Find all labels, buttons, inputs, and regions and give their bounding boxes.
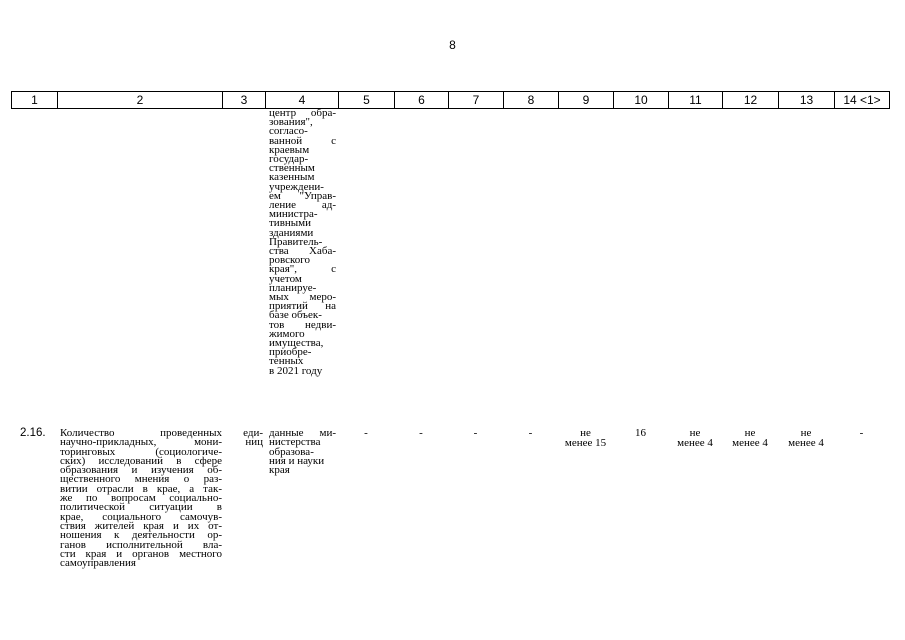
continued-line: министра- xyxy=(269,208,318,221)
continued-line: ление ад- xyxy=(269,199,336,212)
indicator-name-line: научно-прикладных, мони- xyxy=(60,436,222,449)
header-col-13: 13 xyxy=(779,92,835,109)
unit-line: еди- xyxy=(243,427,263,439)
indicator-name-line: сти края и органов местного xyxy=(60,547,222,560)
value-line: менее 15 xyxy=(564,436,607,449)
continued-source-text xyxy=(269,109,336,376)
value-col-13 xyxy=(778,429,834,448)
continued-line: Правитель- xyxy=(269,235,323,248)
continued-line: ровского xyxy=(269,254,311,267)
unit-line: ниц xyxy=(245,436,263,449)
value-col-6: - xyxy=(419,427,423,439)
value-col-8: - xyxy=(528,427,533,439)
continued-line: ственным xyxy=(269,162,315,175)
value-line: не xyxy=(689,427,701,439)
header-col-14: 14 <1> xyxy=(835,92,890,109)
source-line: нистерства xyxy=(269,436,321,449)
source-line: края xyxy=(269,464,290,477)
indicator-name-line: образования и изучения об- xyxy=(60,464,222,477)
page-number: 8 xyxy=(449,38,456,52)
continued-line: мых меро- xyxy=(269,291,336,304)
indicator-name-line: ствия жителей края и их от- xyxy=(60,519,222,532)
header-col-7: 7 xyxy=(449,92,504,109)
header-col-2: 2 xyxy=(58,92,223,109)
indicator-name-line: ганов исполнительной вла- xyxy=(60,538,222,551)
continued-line: тов недви- xyxy=(269,318,336,331)
value-col-10: 16 xyxy=(635,427,646,439)
continued-line: учреждени- xyxy=(269,180,324,193)
continued-line: края", с xyxy=(269,263,336,276)
value-line: менее 4 xyxy=(732,436,768,449)
indicator-name-line: витии отрасли в крае, а так- xyxy=(60,482,222,495)
continued-line: ства Хаба- xyxy=(269,245,336,258)
header-col-4: 4 xyxy=(266,92,339,109)
header-col-8: 8 xyxy=(504,92,559,109)
value-line: не xyxy=(800,427,812,439)
continued-line: казенным xyxy=(269,171,315,184)
indicator-name-line: политической ситуации в xyxy=(60,501,222,514)
indicator-name-line: Количество проведенных xyxy=(60,427,222,439)
value-col-7: - xyxy=(473,427,478,439)
continued-line: имущества, xyxy=(269,337,324,350)
header-col-3: 3 xyxy=(223,92,266,109)
indicator-name-line: ских) исследований в сфере xyxy=(60,454,222,467)
header-col-1: 1 xyxy=(12,92,58,109)
indicator-name-line: ношения к деятельности ор- xyxy=(60,529,222,542)
continued-line: в 2021 году xyxy=(269,364,323,377)
continued-line: планируе- xyxy=(269,281,317,294)
indicator-name-line: крае, социального самочув- xyxy=(60,510,222,523)
continued-line: согласо- xyxy=(269,125,308,138)
value-line: не xyxy=(580,427,591,439)
header-col-11: 11 xyxy=(669,92,723,109)
continued-line: учетом xyxy=(269,272,302,285)
continued-line: базе объек- xyxy=(269,309,322,322)
continued-line: ванной с xyxy=(269,134,336,147)
indicator-name-line: торинговых (социологиче- xyxy=(60,445,222,458)
value-line: менее 4 xyxy=(788,436,824,449)
column-number-header xyxy=(11,91,890,109)
continued-line: ем "Управ- xyxy=(269,189,336,202)
source-line: образова- xyxy=(269,445,314,458)
header-col-5: 5 xyxy=(339,92,395,109)
data-source xyxy=(269,429,336,475)
continued-line: тенных xyxy=(269,355,304,368)
continued-line: центр обра- xyxy=(269,107,336,119)
value-col-5: - xyxy=(364,427,368,439)
indicator-name-line: самоуправления xyxy=(60,557,136,570)
continued-line: государ- xyxy=(269,153,309,166)
continued-line: приобре- xyxy=(269,346,312,359)
source-line: данные ми- xyxy=(269,427,336,439)
value-col-14: - xyxy=(859,427,864,439)
indicator-name-line: же по вопросам социально- xyxy=(60,492,222,505)
value-line: не xyxy=(744,427,756,439)
value-line: менее 4 xyxy=(677,436,713,449)
value-col-11 xyxy=(668,429,722,448)
unit-of-measure xyxy=(237,429,263,448)
header-col-6: 6 xyxy=(395,92,449,109)
header-col-9: 9 xyxy=(559,92,614,109)
continued-line: зданиями xyxy=(269,226,314,239)
header-col-12: 12 xyxy=(723,92,779,109)
continued-line: зования", xyxy=(269,116,313,129)
value-col-12 xyxy=(722,429,778,448)
source-line: ния и науки xyxy=(269,454,325,467)
header-col-10: 10 xyxy=(614,92,669,109)
continued-line: краевым xyxy=(269,143,310,156)
value-col-9 xyxy=(558,429,613,448)
continued-line: тивными xyxy=(269,217,312,230)
indicator-name xyxy=(60,429,222,568)
continued-line: жимого xyxy=(269,327,305,340)
continued-line: приятий на xyxy=(269,300,336,313)
row-number: 2.16. xyxy=(20,427,46,439)
indicator-name-line: щественного мнения о раз- xyxy=(60,473,222,486)
